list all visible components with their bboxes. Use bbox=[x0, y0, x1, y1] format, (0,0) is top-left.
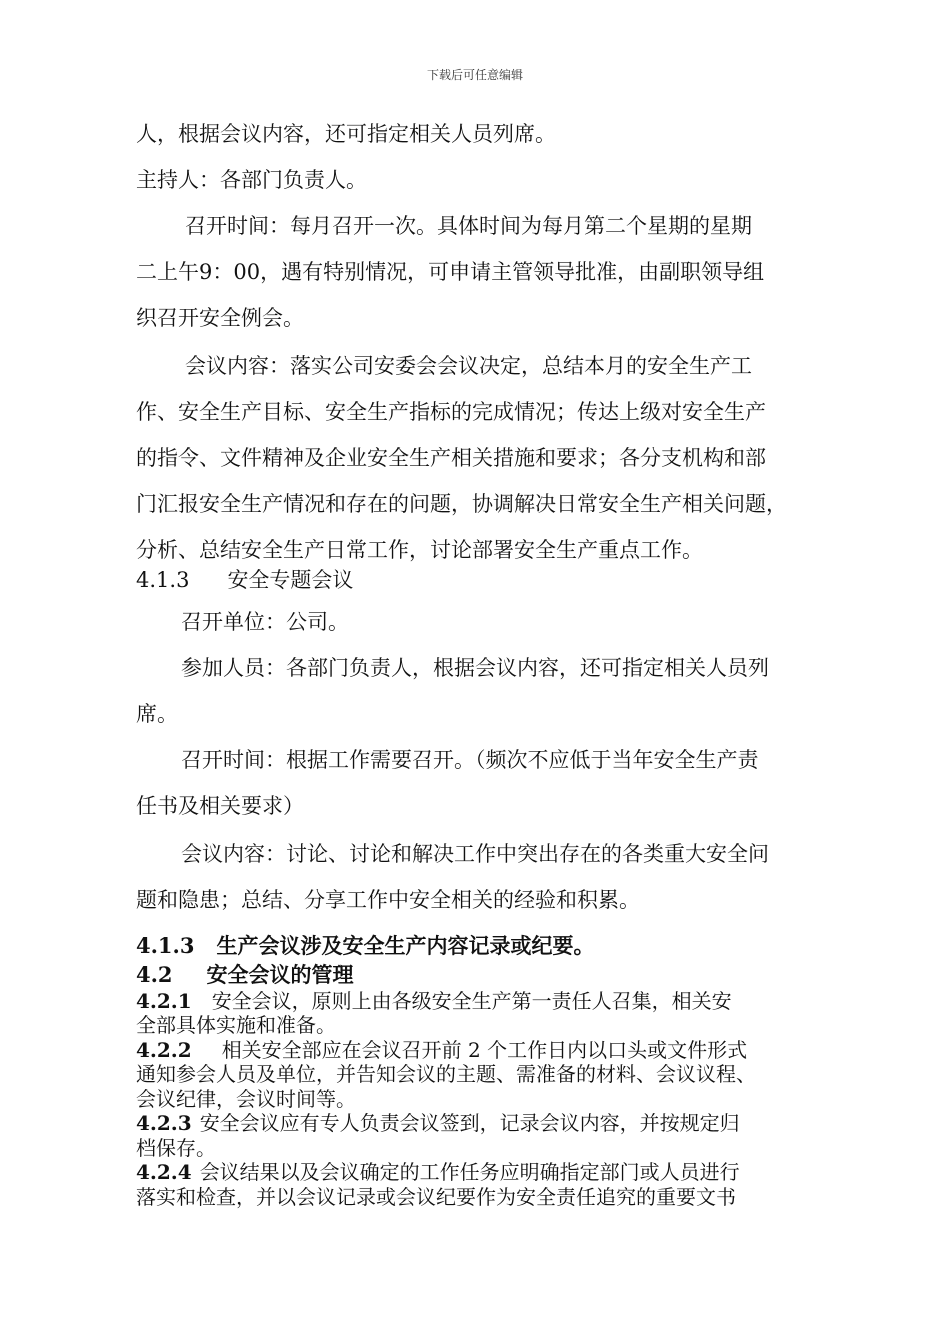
text-line: 召开时间：根据工作需要召开。（频次不应低于当年安全生产责 bbox=[181, 748, 759, 772]
page-header: 下载后可任意编辑 bbox=[426, 68, 523, 82]
text-line: 会议纪律，会议时间等。 bbox=[136, 1087, 356, 1111]
clause-text: 会议结果以及会议确定的工作任务应明确指定部门或人员进行 bbox=[199, 1160, 740, 1184]
text-line: 主持人：各部门负责人。 bbox=[136, 168, 367, 192]
text-line: 任书及相关要求） bbox=[136, 794, 304, 818]
clause-number: 4.2.4 bbox=[136, 1160, 192, 1184]
text-line: 的指令、文件精神及企业安全生产相关措施和要求；各分支机构和部 bbox=[136, 446, 766, 470]
clause-4-2-3 bbox=[136, 1112, 740, 1135]
clause-text: 相关安全部应在会议召开前 2 个工作日内以口头或文件形式 bbox=[221, 1038, 748, 1062]
section-heading-4-2 bbox=[136, 963, 354, 987]
clause-text: 安全会议应有专人负责会议签到，记录会议内容，并按规定归 bbox=[199, 1111, 740, 1135]
text-line: 分析、总结安全生产日常工作，讨论部署安全生产重点工作。 bbox=[136, 538, 703, 562]
text-line: 人，根据会议内容，还可指定相关人员列席。 bbox=[136, 122, 556, 146]
clause-4-2-2 bbox=[136, 1039, 747, 1062]
section-title: 安全会议的管理 bbox=[206, 962, 354, 987]
section-heading-4-1-3 bbox=[136, 568, 353, 592]
text-line: 参加人员：各部门负责人，根据会议内容，还可指定相关人员列 bbox=[181, 656, 769, 680]
text-line: 通知参会人员及单位，并告知会议的主题、需准备的材料、会议议程、 bbox=[136, 1062, 756, 1086]
text-line: 召开单位：公司。 bbox=[181, 610, 349, 634]
text-line: 二上午9：00，遇有特别情况，可申请主管领导批准，由副职领导组 bbox=[136, 260, 765, 284]
text-line: 全部具体实施和准备。 bbox=[136, 1013, 336, 1037]
text-line: 会议内容：讨论、讨论和解决工作中突出存在的各类重大安全问 bbox=[181, 842, 769, 866]
text-line: 落实和检查，并以会议记录或会议纪要作为安全责任追究的重要文书 bbox=[136, 1185, 736, 1209]
text-line: 会议内容：落实公司安委会会议决定，总结本月的安全生产工 bbox=[185, 354, 752, 378]
text-line: 席。 bbox=[136, 702, 178, 726]
clause-number: 4.2.3 bbox=[136, 1111, 192, 1135]
text-line: 召开时间：每月召开一次。具体时间为每月第二个星期的星期 bbox=[185, 214, 752, 238]
clause-number: 4.2.2 bbox=[136, 1038, 192, 1062]
text-line: 织召开安全例会。 bbox=[136, 306, 304, 330]
section-title: 安全专题会议 bbox=[227, 568, 354, 592]
text-line: 作、安全生产目标、安全生产指标的完成情况；传达上级对安全生产 bbox=[136, 400, 766, 424]
section-number: 4.1.3 bbox=[136, 933, 195, 958]
clause-text: 安全会议，原则上由各级安全生产第一责任人召集，相关安 bbox=[211, 989, 732, 1013]
text-line: 档保存。 bbox=[136, 1136, 216, 1160]
section-number: 4.2 bbox=[136, 962, 173, 987]
clause-4-2-4 bbox=[136, 1161, 740, 1184]
section-title: 生产会议涉及安全生产内容记录或纪要。 bbox=[216, 933, 595, 958]
clause-4-2-1 bbox=[136, 990, 732, 1013]
text-line: 门汇报安全生产情况和存在的问题，协调解决日常安全生产相关问题， bbox=[136, 492, 787, 516]
section-number: 4.1.3 bbox=[136, 568, 190, 592]
clause-number: 4.2.1 bbox=[136, 989, 192, 1013]
section-heading-4-1-3-b bbox=[136, 934, 594, 958]
text-line: 题和隐患；总结、分享工作中安全相关的经验和积累。 bbox=[136, 888, 640, 912]
